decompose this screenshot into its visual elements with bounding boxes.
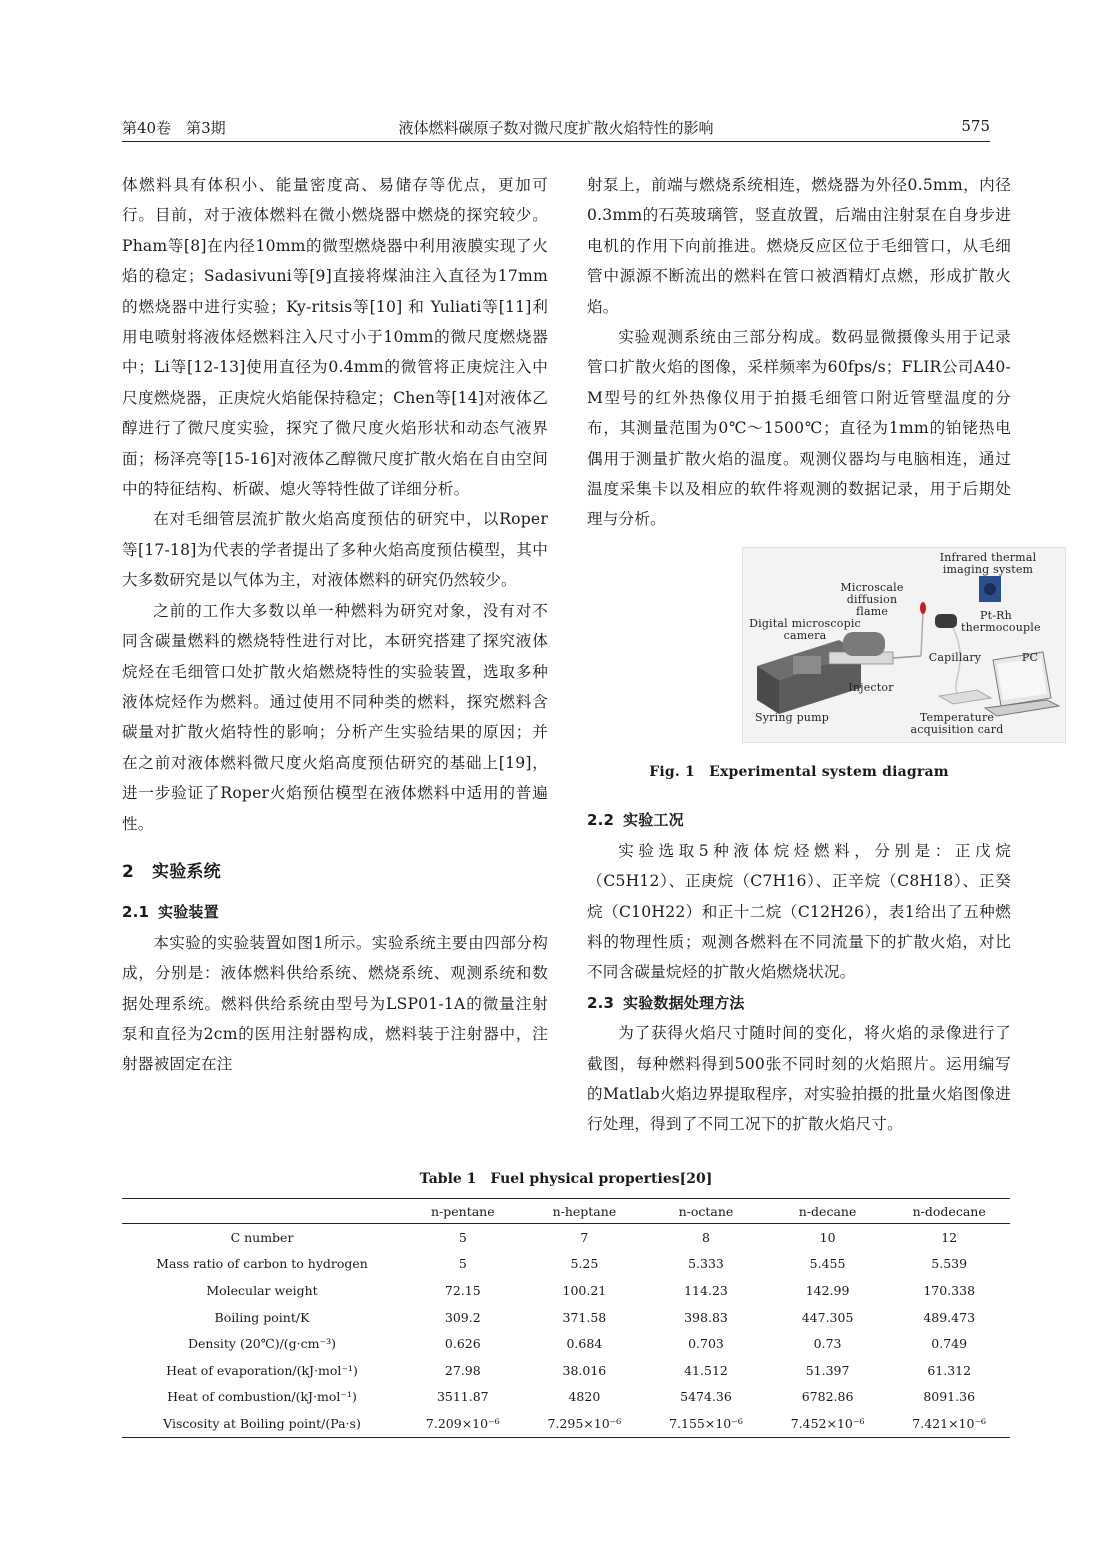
- table-cell: 5.539: [931, 1256, 968, 1272]
- infrared-camera-label: Infrared thermal imaging system: [939, 550, 1037, 576]
- table-cell: 72.15: [444, 1282, 481, 1298]
- section-title: 实验系统: [152, 861, 221, 882]
- property-name: Heat of evaporation/(kJ·mol⁻¹): [166, 1362, 358, 1378]
- table-row: [122, 1277, 1010, 1304]
- card-label: Temperature acquisition card: [910, 710, 1004, 736]
- page-number: 575: [961, 117, 990, 135]
- injector-label: Injector: [848, 680, 894, 694]
- table-header-cell: n-octane: [645, 1199, 767, 1224]
- subsection-title: 实验装置: [158, 903, 219, 922]
- property-name: C number: [230, 1229, 294, 1245]
- flame-label: Microscale diffusion flame: [840, 580, 904, 618]
- journal-volume: 第40卷 第3期: [122, 119, 226, 137]
- paragraph: 实验选取5种液体烷烃燃料，分别是：正戊烷（C5H12）、正庚烷（C7H16）、正辛烷（C8H18）、正癸烷（C10H22）和正十二烷（C12H26），表1给出了五种燃料的物理性质；观测各燃料在不同流量下的扩散火焰，对比不同含碳量烷烃的扩散火焰燃烧状况。: [587, 841, 1011, 982]
- table-row: [122, 1357, 1010, 1384]
- fuel-properties-table-block: [122, 1168, 1010, 1438]
- table-cell: 0.749: [931, 1336, 968, 1352]
- right-column: [587, 170, 1041, 1140]
- table-cell: 0.684: [566, 1336, 603, 1352]
- paragraph: 为了获得火焰尺寸随时间的变化，将火焰的录像进行了截图，每种燃料得到500张不同时刻的火焰照片。运用编写的Matlab火焰边界提取程序，对实验拍摄的批量火焰图像进行处理，得到了不同工况下的扩散火焰尺寸。: [587, 1024, 1011, 1134]
- table-cell: 61.312: [927, 1362, 972, 1378]
- table-row: [122, 1251, 1010, 1278]
- thermocouple-label: Pt-Rh thermocouple: [961, 608, 1041, 634]
- table-cell: 398.83: [684, 1309, 728, 1325]
- table-cell: 4820: [568, 1389, 601, 1405]
- table-cell: 38.016: [562, 1362, 607, 1378]
- experimental-system-figure: [742, 547, 1066, 743]
- subsection-heading: [122, 897, 548, 927]
- table-cell: 142.99: [805, 1282, 850, 1298]
- table-cell: 7.155×10⁻⁶: [645, 1410, 767, 1437]
- subsection-heading: [587, 988, 1011, 1018]
- left-column: [122, 170, 548, 1080]
- section-number: 2: [122, 861, 135, 882]
- table-cell: 100.21: [562, 1282, 607, 1298]
- paragraph: 射泵上，前端与燃烧系统相连，燃烧器为外径0.5mm，内径0.3mm的石英玻璃管，竖直放置，后端由注射泵在自身步进电机的作用下向前推进。燃烧反应区位于毛细管口，从毛细管中源源不断流出的燃料在管口被酒精灯点燃，形成扩散火焰。: [587, 176, 1011, 316]
- table-cell: 41.512: [684, 1362, 728, 1378]
- subsection-number: 2.2: [587, 811, 615, 830]
- table-cell: 51.397: [805, 1362, 850, 1378]
- table-cell: 7.421×10⁻⁶: [888, 1410, 1010, 1437]
- table-cell: 5: [458, 1256, 467, 1272]
- table-cell: 6782.86: [801, 1389, 854, 1405]
- fuel-properties-table: [122, 1198, 1010, 1438]
- subsection-title: 实验数据处理方法: [623, 993, 745, 1012]
- table-cell: 12: [941, 1229, 958, 1245]
- table-cell: 5474.36: [680, 1389, 732, 1405]
- property-name: Heat of combustion/(kJ·mol⁻¹): [167, 1389, 357, 1405]
- section-heading: [122, 857, 548, 887]
- paragraph: 在对毛细管层流扩散火焰高度预估的研究中，以Roper等[17-18]为代表的学者提出了多种火焰高度预估模型，其中大多数研究是以气体为主，对液体燃料的研究仍然较少。: [122, 510, 548, 590]
- table-header-cell: [122, 1199, 402, 1224]
- table-cell: 0.626: [444, 1336, 481, 1352]
- table-cell: 0.73: [813, 1336, 842, 1352]
- property-name: Boiling point/K: [214, 1309, 310, 1325]
- table-cell: 489.473: [923, 1309, 976, 1325]
- table-header-cell: n-decane: [767, 1199, 889, 1224]
- property-name: Viscosity at Boiling point/(Pa·s): [122, 1410, 402, 1437]
- table-cell: 7.452×10⁻⁶: [767, 1410, 889, 1437]
- table-cell: 7.209×10⁻⁶: [402, 1410, 524, 1437]
- table-cell: 5.333: [688, 1256, 724, 1272]
- paragraph: 实验观测系统由三部分构成。数码显微摄像头用于记录管口扩散火焰的图像，采样频率为60fps/s；FLIR公司A40-M型号的红外热像仪用于拍摄毛细管口附近管壁温度的分布，其测量范围为0℃～1500℃；直径为1mm的铂铑热电偶用于测量扩散火焰的温度。观测仪器均与电脑相连，通过温度采集卡以及相应的软件将观测的数据记录，用于后期处理与分析。: [587, 328, 1011, 529]
- table-cell: 27.98: [444, 1362, 481, 1378]
- table-cell: 447.305: [801, 1309, 854, 1325]
- table-caption: Table 1 Fuel physical properties[20]: [419, 1171, 713, 1187]
- subsection-number: 2.3: [587, 993, 615, 1012]
- table-header-row: [122, 1199, 1010, 1224]
- paragraph: 之前的工作大多数以单一种燃料为研究对象，没有对不同含碳量燃料的燃烧特性进行对比，本研究搭建了探究液体烷烃在毛细管口处扩散火焰燃烧特性的实验装置，选取多种液体烷烃作为燃料。通过使用不同种类的燃料，探究燃料含碳量对扩散火焰特性的影响；分析产生实验结果的原因；并在之前对液体燃料微尺度火焰高度预估研究的基础上[19]，进一步验证了Roper火焰预估模型在液体燃料中适用的普遍性。: [122, 601, 548, 833]
- table-row: [122, 1224, 1010, 1251]
- pc-label: PC: [1021, 650, 1039, 664]
- subsection-title: 实验工况: [623, 811, 684, 830]
- table-cell: 8: [702, 1229, 710, 1245]
- table-row: [122, 1410, 1010, 1437]
- table-cell: 114.23: [684, 1282, 728, 1298]
- paragraph: 体燃料具有体积小、能量密度高、易储存等优点，更加可行。目前，对于液体燃料在微小燃烧器中燃烧的探究较少。Pham等[8]在内径10mm的微型燃烧器中利用液膜实现了火焰的稳定；Sadasivuni等[9]直接将煤油注入直径为17mm的燃烧器中进行实验；Ky-ritsis等[10] 和 Yuliati等[11]利用电喷射将液体烃燃料注入尺寸小于10mm的微尺度燃烧器中；Li等[12-13]使用直径为0.4mm的微管将正庚烷注入中尺度燃烧器，正庚烷火焰能保持稳定；Chen等[14]对液体乙醇进行了微尺度实验，探究了微尺度火焰形状和动态气液界面；杨泽亮等[15-16]对液体乙醇微尺度扩散火焰在自由空间中的特征结构、析碳、熄火等特性做了详细分析。: [122, 176, 548, 499]
- table-row: [122, 1330, 1010, 1357]
- table-row: [122, 1304, 1010, 1331]
- table-cell: 5: [458, 1229, 467, 1245]
- table-cell: 7.295×10⁻⁶: [524, 1410, 646, 1437]
- table-cell: 7: [580, 1229, 589, 1245]
- table-cell: 10: [819, 1229, 836, 1245]
- table-cell: 3511.87: [436, 1389, 489, 1405]
- table-header-cell: n-pentane: [402, 1199, 524, 1224]
- paragraph: 本实验的实验装置如图1所示。实验系统主要由四部分构成，分别是：液体燃料供给系统、燃烧系统、观测系统和数据处理系统。燃料供给系统由型号为LSP01-1A的微量注射泵和直径为2cm的医用注射器构成，燃料装于注射器中，注射器被固定在注: [122, 933, 548, 1074]
- table-cell: 8091.36: [923, 1389, 976, 1405]
- property-name: Density (20℃)/(g·cm⁻³): [188, 1336, 336, 1352]
- running-header: [122, 113, 990, 142]
- table-header-cell: n-dodecane: [888, 1199, 1010, 1224]
- table-cell: 371.58: [562, 1309, 607, 1325]
- subsection-number: 2.1: [122, 903, 150, 922]
- table-cell: 170.338: [923, 1282, 976, 1298]
- table-row: [122, 1384, 1010, 1411]
- subsection-heading: [587, 805, 1011, 835]
- figure-caption: Fig. 1 Experimental system diagram: [649, 763, 949, 780]
- table-cell: 5.455: [809, 1256, 846, 1272]
- property-name: Mass ratio of carbon to hydrogen: [156, 1256, 368, 1272]
- table-cell: 309.2: [444, 1309, 481, 1325]
- table-cell: 0.703: [688, 1336, 724, 1352]
- table-header-cell: n-heptane: [524, 1199, 646, 1224]
- camera-label: Digital microscopic camera: [749, 616, 861, 642]
- article-running-title: 液体燃料碳原子数对微尺度扩散火焰特性的影响: [398, 119, 714, 137]
- table-cell: 5.25: [570, 1256, 599, 1272]
- pump-label: Syring pump: [755, 710, 829, 724]
- capillary-label: Capillary: [928, 650, 982, 664]
- property-name: Molecular weight: [206, 1282, 318, 1298]
